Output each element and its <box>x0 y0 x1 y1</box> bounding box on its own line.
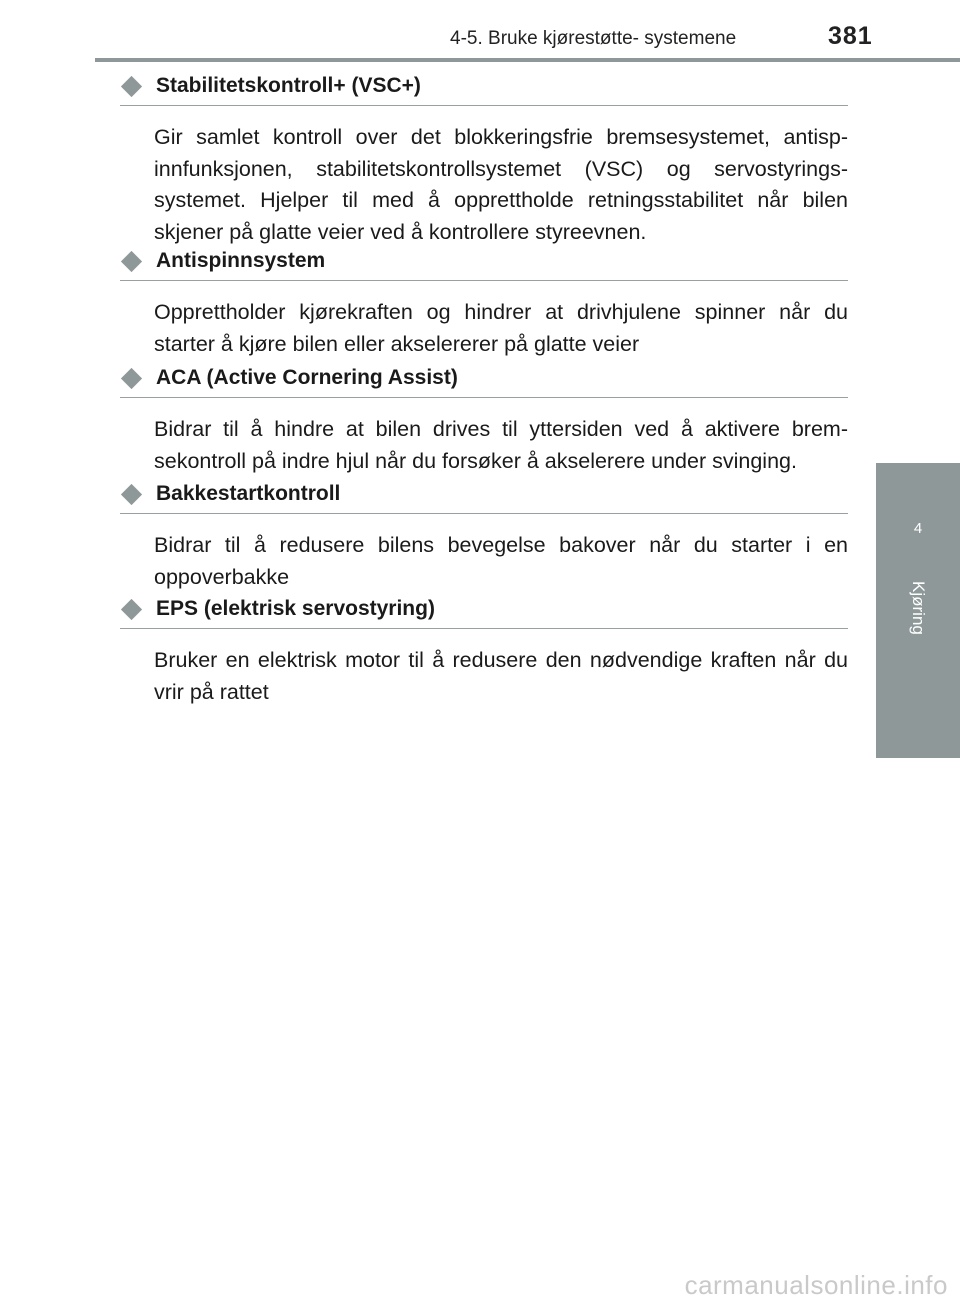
section-title: Stabilitetskontroll+ (VSC+) <box>156 74 421 97</box>
header-divider <box>95 58 960 62</box>
section-hill-start <box>120 479 848 593</box>
chapter-side-tab <box>876 463 960 758</box>
running-header: 4-5. Bruke kjørestøtte- systemene <box>450 28 737 49</box>
section-body: Opprettholder kjørekraften og hindrer at drivhjulene spinner når du starter å kjøre bilen eller akselererer på glatte veier <box>154 300 848 356</box>
chapter-number: 4 <box>913 520 923 537</box>
section-heading <box>120 71 848 106</box>
watermark: carmanualsonline.info <box>684 1270 948 1300</box>
diamond-bullet-icon <box>121 75 142 96</box>
diamond-bullet-icon <box>121 367 142 388</box>
section-aca <box>120 363 848 477</box>
diamond-bullet-icon <box>121 483 142 504</box>
section-eps <box>120 594 848 708</box>
diamond-bullet-icon <box>121 598 142 619</box>
section-heading <box>120 363 848 398</box>
section-title: ACA (Active Cornering Assist) <box>156 366 458 389</box>
section-vsc <box>120 71 848 248</box>
page-number: 381 <box>828 22 873 50</box>
section-body: Bidrar til å hindre at bilen drives til yttersiden ved å aktivere bremsekontroll på indre hjul når du forsøker å akselerere under svinging. <box>154 417 848 473</box>
section-heading <box>120 479 848 514</box>
section-body: Gir samlet kontroll over det blokkeringsfrie bremsesystemet, antispinnfunksjonen, stabilitetskontrollsystemet (VSC) og servostyringssystemet. Hjelper til med å opprettholde retningsstabilitet når bilen skjener på glatte veier ved å kontrollere styreevnen. <box>154 125 848 244</box>
section-title: Antispinnsystem <box>156 249 326 272</box>
section-body: Bruker en elektrisk motor til å redusere den nødvendige kraften når du vrir på rattet <box>154 648 848 704</box>
chapter-label: Kjøring <box>909 581 928 635</box>
section-heading <box>120 594 848 629</box>
section-antispin <box>120 246 848 360</box>
diamond-bullet-icon <box>121 250 142 271</box>
section-heading <box>120 246 848 281</box>
section-title: Bakkestartkontroll <box>156 482 341 505</box>
section-body: Bidrar til å redusere bilens bevegelse bakover når du starter i en oppoverbakke <box>154 533 848 589</box>
section-title: EPS (elektrisk servostyring) <box>156 597 435 620</box>
